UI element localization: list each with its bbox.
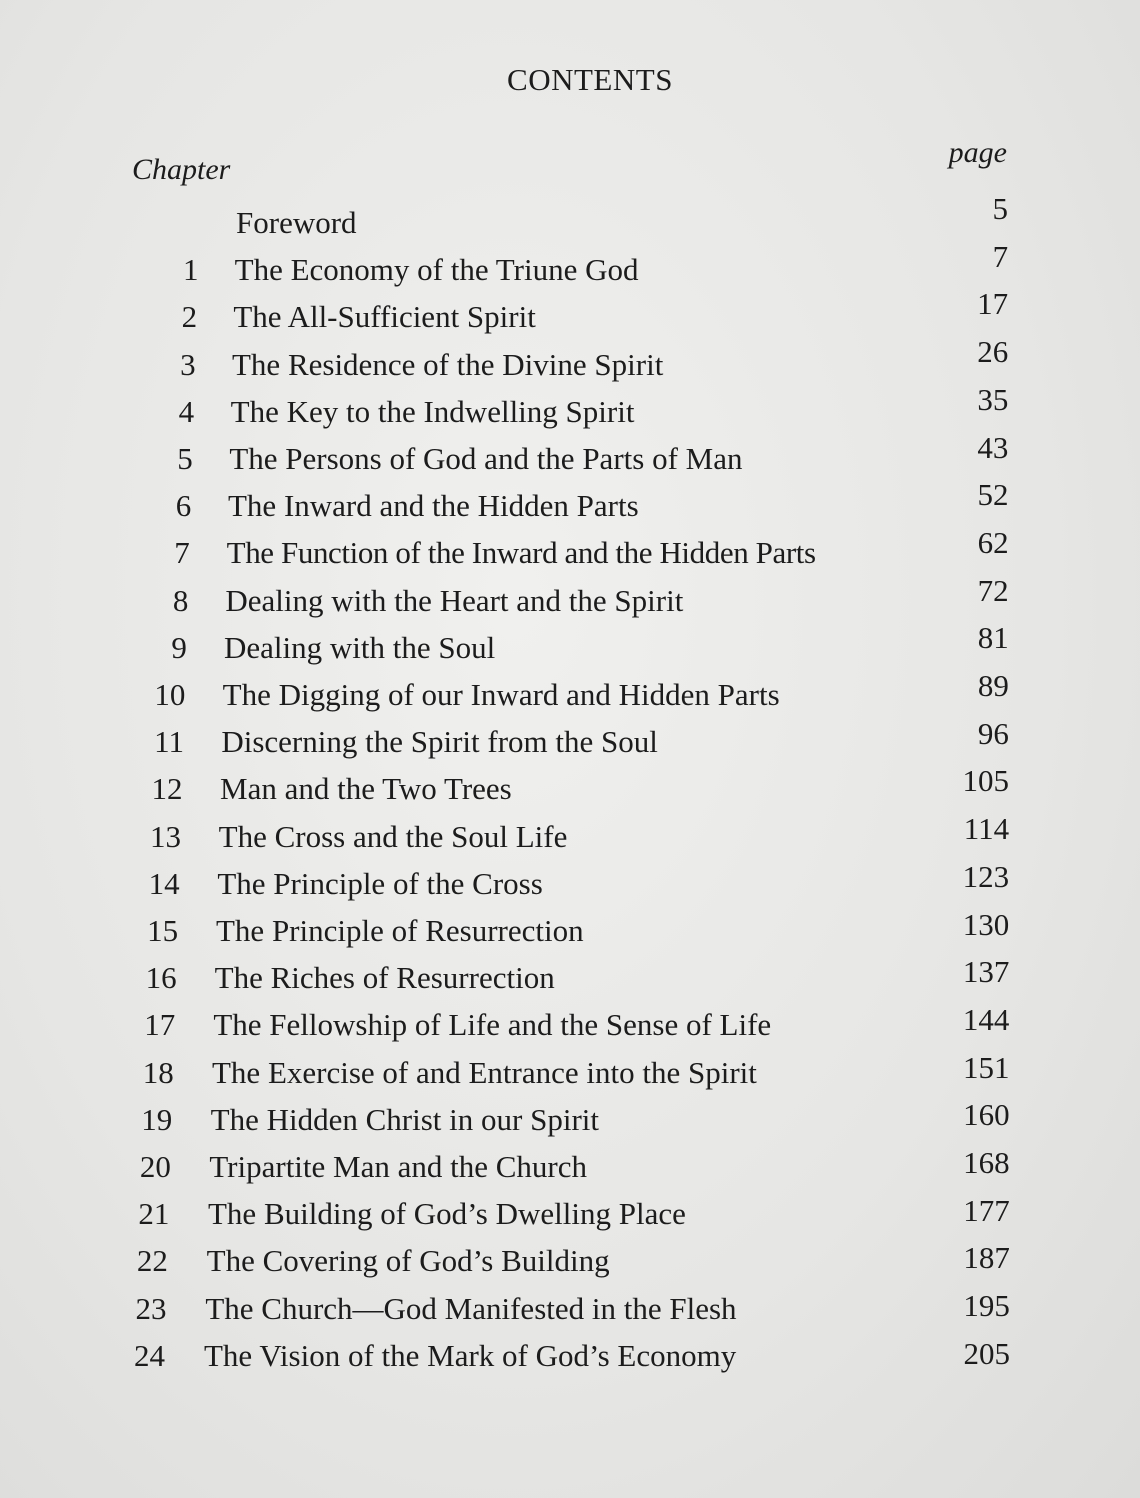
- chapter-title: The Digging of our Inward and Hidden Parts: [222, 677, 780, 712]
- chapter-number: 13: [150, 818, 182, 854]
- page-number: 205: [963, 1335, 1010, 1371]
- page-number: 72: [977, 572, 1009, 608]
- chapter-number: 6: [175, 488, 192, 524]
- page-number: 105: [962, 763, 1009, 799]
- chapter-number: 10: [154, 677, 186, 712]
- chapter-column-header: Chapter: [132, 153, 231, 186]
- page-number: 187: [963, 1240, 1010, 1276]
- chapter-title: The Principle of Resurrection: [216, 913, 584, 948]
- chapter-number: 14: [148, 865, 180, 901]
- chapter-number: 12: [151, 771, 183, 807]
- chapter-title: Dealing with the Soul: [224, 629, 496, 665]
- chapter-title: The Key to the Indwelling Spirit: [230, 393, 635, 429]
- toc-entry: [0, 715, 1140, 762]
- toc-entry: [0, 1097, 1140, 1140]
- page-number: 123: [962, 858, 1010, 894]
- chapter-title: The Church—God Manifested in the Flesh: [205, 1290, 737, 1326]
- toc-entry: [0, 477, 1140, 526]
- page-number: 137: [962, 954, 1010, 990]
- toc-entry: [0, 1001, 1140, 1045]
- page-number: 89: [977, 668, 1009, 703]
- chapter-number: 18: [142, 1054, 174, 1090]
- page-number: 26: [977, 334, 1009, 370]
- chapter-title: Foreword: [236, 205, 357, 240]
- toc-entry: [0, 763, 1140, 809]
- chapter-title: The Covering of God’s Building: [206, 1243, 610, 1279]
- page-number: 96: [977, 715, 1009, 751]
- chapter-number: 3: [180, 346, 196, 382]
- chapter-title: The Building of God’s Dwelling Place: [208, 1196, 686, 1232]
- chapter-number: 5: [177, 441, 193, 476]
- toc-entry: [0, 381, 1140, 432]
- page-number: 168: [963, 1145, 1010, 1180]
- chapter-number: 16: [145, 960, 177, 996]
- page-column-header: page: [948, 136, 1007, 169]
- toc-entry: [0, 1336, 1140, 1376]
- chapter-title: The Riches of Resurrection: [214, 960, 555, 996]
- chapter-title: The Vision of the Mark of God’s Economy: [204, 1337, 737, 1373]
- chapter-title: Tripartite Man and the Church: [209, 1149, 588, 1184]
- chapter-title: The All-Sufficient Spirit: [233, 299, 536, 335]
- page-number: 130: [962, 906, 1010, 942]
- chapter-title: The Exercise of and Entrance into the Spirit: [212, 1054, 757, 1090]
- toc-entry: [0, 1241, 1140, 1281]
- chapter-number: 9: [171, 629, 187, 665]
- chapter-number: 21: [138, 1196, 170, 1232]
- toc-entry: [0, 620, 1140, 668]
- chapter-title: Discerning the Spirit from the Soul: [221, 724, 658, 760]
- page-number: 81: [977, 620, 1009, 656]
- chapter-title: The Function of the Inward and the Hidden Parts: [226, 535, 816, 571]
- toc-entry: [0, 1289, 1140, 1329]
- chapter-number: 15: [147, 913, 179, 948]
- toc-entry: [0, 668, 1140, 715]
- page-number: 35: [977, 381, 1009, 417]
- page-number: 114: [963, 811, 1010, 847]
- toc-entry: [0, 572, 1140, 621]
- chapter-title: The Persons of God and the Parts of Man: [229, 441, 743, 476]
- page-number: 160: [963, 1097, 1010, 1133]
- chapter-title: The Principle of the Cross: [217, 865, 543, 901]
- page-number: 5: [992, 191, 1008, 226]
- chapter-number: 19: [141, 1101, 173, 1137]
- toc-entry: [0, 1194, 1140, 1234]
- chapter-title: The Hidden Christ in our Spirit: [210, 1101, 599, 1137]
- chapter-number: 2: [181, 299, 198, 335]
- chapter-title: The Fellowship of Life and the Sense of Life: [213, 1007, 772, 1043]
- page-title: CONTENTS: [507, 62, 673, 97]
- toc-entry: [0, 334, 1140, 385]
- page-number: 52: [977, 477, 1009, 513]
- chapter-number: 23: [135, 1290, 167, 1326]
- chapter-title: The Economy of the Triune God: [234, 252, 639, 288]
- chapter-title: Man and the Two Trees: [220, 771, 512, 807]
- chapter-number: 22: [136, 1243, 168, 1279]
- chapter-number: 24: [134, 1337, 165, 1373]
- page-number: 144: [962, 1001, 1010, 1037]
- chapter-number: 17: [144, 1007, 176, 1043]
- chapter-number: 4: [178, 393, 195, 429]
- chapter-number: 20: [139, 1149, 171, 1184]
- chapter-title: The Inward and the Hidden Parts: [228, 488, 639, 524]
- page-number: 151: [963, 1049, 1010, 1085]
- toc-entry: [0, 858, 1140, 904]
- toc-entry: [0, 906, 1140, 951]
- chapter-title: The Cross and the Soul Life: [218, 818, 568, 854]
- toc-entry: [0, 524, 1140, 573]
- chapter-title: Dealing with the Heart and the Spirit: [225, 582, 684, 618]
- chapter-number: 8: [172, 582, 189, 618]
- toc-entry: [0, 1147, 1140, 1187]
- chapter-title: The Residence of the Divine Spirit: [232, 346, 664, 382]
- chapter-number: 7: [174, 535, 190, 571]
- toc-entry: [0, 811, 1140, 857]
- toc-entry: [0, 1049, 1140, 1093]
- page-number: 177: [963, 1192, 1010, 1228]
- page-number: 195: [963, 1288, 1010, 1324]
- page-number: 62: [977, 524, 1009, 560]
- page-number: 17: [977, 286, 1009, 322]
- page-number: 7: [992, 238, 1009, 274]
- chapter-number: 11: [154, 724, 184, 760]
- toc-entry: [0, 954, 1140, 998]
- toc-entry: [0, 429, 1140, 479]
- chapter-number: 1: [183, 252, 199, 288]
- page-number: 43: [977, 429, 1009, 465]
